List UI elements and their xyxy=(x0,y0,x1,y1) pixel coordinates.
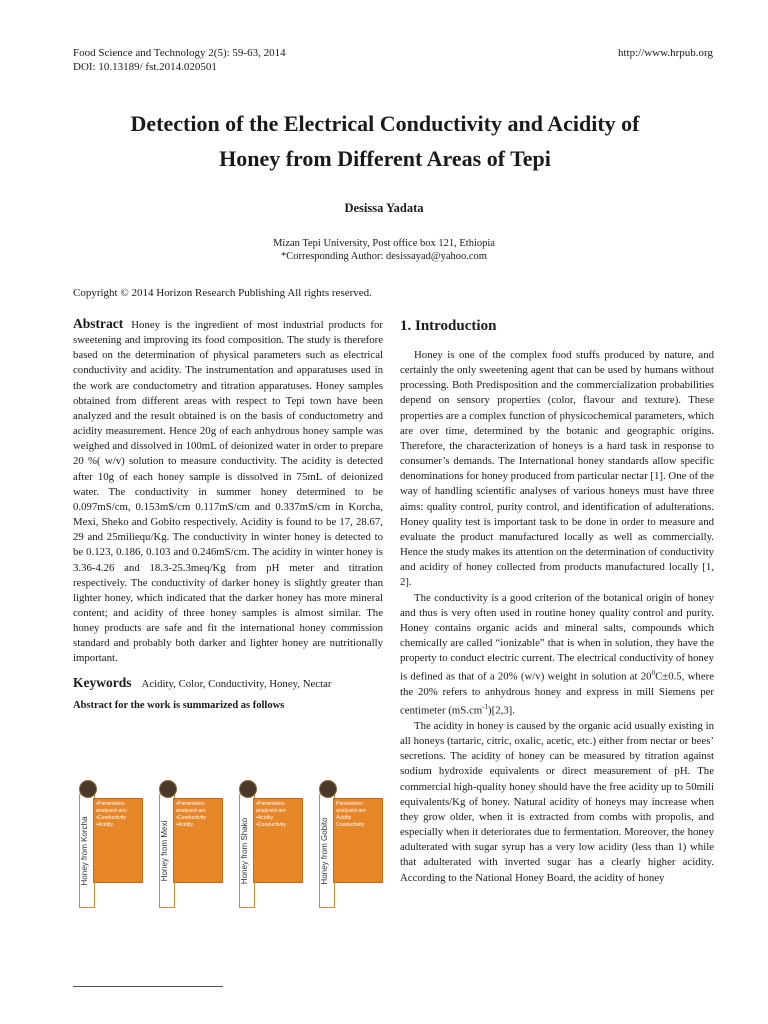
honey-photo-icon xyxy=(319,780,337,798)
copyright: Copyright © 2014 Horizon Research Publishing All rights reserved. xyxy=(73,287,372,299)
keywords-label: Keywords xyxy=(73,674,132,690)
diagram-box: •Parameters analysed are •Acidity •Conductivity xyxy=(253,798,303,883)
intro-paragraph-2: The conductivity is a good criterion of the botanical origin of honey and thus is very often used in routine honey quality control and purity. Honey contains organic acids and mineral salts, compounds which chemically are called “ionizable” that is when in solution, they have the property to conduct electric current. The electrical conductivity of honey is defined as that of a 20% (w/v) weight in solution at $20^0C\pm 0.5$, where the 20% refers to anhydrous honey and express in mill Siemens per centimeter $(mS.cm^{-1})[2,3]$. xyxy=(400,591,714,717)
intro-paragraph-3: The acidity in honey is caused by the organic acid usually existing in all honeys (tartaric, citric, oxalic, acetic, etc.) either from nectar or bees’ secretions. The acidity of honey can be measured by titration against sodium hydroxide equivalents or direct measurement of pH. The commercial high-quality honey should have the free acidity up to 50mili equivalents/Kg of honey. Natural acidity of honeys may increase when they grow older, when it is extracted from combs with propolis, and especially when it deteriorates due to fermentation. Moreover, the honey adulterated with sugar syrup has a very low acidity (less than 1) while that adulterated with inverted sugar has a clearly higher acidity. According to the National Honey Board, the acidity of honey xyxy=(400,719,714,884)
diagram-vertical-label: Honey from Gobito xyxy=(319,794,335,908)
right-column xyxy=(400,316,714,886)
intro-paragraph-1: Honey is one of the complex food stuffs produced by nature, and certainly the only sweetening agent that can be used by humans without processing. Both Predisposition and the commercialization probabilities depend on sensory properties (color, flavour and texture). These properties are a complex function of physicochemical parameters, which are over time, determined by the botanic and geographic origins. Therefore, the characterization of honeys is a hard task in response to consumer’s demands. The International honey standards allow specific denominations for honey produced from particular nectar [1]. One of the way of handling scientific analyses of various honeys must have three aims: quality control, purity control, and identification of adulterations. Honey quality test is important task to be done in order to measure and evaluate the product manufactured locally as well as commercially. Hence the study makes its attention on the determination of conductivity and acidity of honey collected from products manufactured locally [1, 2]. xyxy=(400,349,714,589)
diagram-vertical-label: Honey from Korcha xyxy=(79,794,95,908)
diagram-vertical-label: Honey from Mexi xyxy=(159,794,175,908)
diagram-box: •Parameters analysed are; •Conductivity •Acidity xyxy=(93,798,143,883)
keywords xyxy=(73,675,383,692)
journal-citation: Food Science and Technology 2(5): 59-63, 2014 xyxy=(73,47,286,59)
diagram-group-mexi xyxy=(159,778,231,906)
journal-url[interactable]: http://www.hrpub.org xyxy=(617,47,713,59)
honey-photo-icon xyxy=(239,780,257,798)
diagram-box: Parameters analysed are Acidity Conductivity xyxy=(333,798,383,883)
diagram-box: •Parameters analysed are •Conductivity •Acidity xyxy=(173,798,223,883)
honey-photo-icon xyxy=(79,780,97,798)
author-name: Desissa Yadata xyxy=(344,201,424,215)
left-column xyxy=(73,316,383,713)
running-header xyxy=(73,46,713,74)
corresponding-author: *Corresponding Author: desissayad@yahoo.com xyxy=(281,251,487,262)
paper-title: Detection of the Electrical Conductivity and Acidity of Honey from Different Areas of Tepi xyxy=(130,111,640,171)
diagram-group-shako xyxy=(239,778,311,906)
doi: DOI: 10.13189/ fst.2014.020501 xyxy=(73,61,217,73)
keywords-text: Acidity, Color, Conductivity, Honey, Nectar xyxy=(141,677,332,690)
abstract-text: Honey is the ingredient of most industrial products for sweetening and improving its food composition. The study is therefore based on the determination of physical parameters such as electrical conductivity and acidity. The instrumentation and apparatuses used in the work are conductometry and titration apparatuses. Honey samples obtained from different areas with respect to Tepi town have been analyzed and the result obtained is on the basis of conductometry and acidity measurement. Hence 20g of each anhydrous honey sample was weighed and dissolved in 100mL of deionized water in order to prepare 20 %( w/v) solution to measure conductivity. The acidity is detected after 10g of each honey sample is dissolved in 75mL of deionized water. The conductivity in summer honey determined to be 0.097mS/cm, 0.153mS/cm 0.117mS/cm and 0.337mS/cm in Korcha, Mexi, Sheko and Gobito respectively. Acidity is found to be 17, 28.67, 29 and 25miliequ/Kg. The conductivity in winter honey is detected to be 0.123, 0.186, 0.103 and 0.246mS/cm. The acidity in winter honey is 3.36-4.26 and 18.3-25.3meq/Kg from pH meter and titration respectively. The conductivity of darker honey is slightly greater than lighter honey, which indicated that the darker honey has more mineral content; and acidity of three honey samples is almost similar. The honey products are safe and fit the international honey commission standard and probably both darker and lighter honey are nutritionally important. xyxy=(73,319,383,665)
abstract-label: Abstract xyxy=(73,316,124,331)
footnote-rule xyxy=(73,986,223,987)
affiliation: Mizan Tepi University, Post office box 121, Ethiopia xyxy=(273,238,495,249)
affiliation-block xyxy=(0,237,768,263)
diagram-vertical-label: Honey from Shako xyxy=(239,794,255,908)
abstract-diagram xyxy=(73,778,383,908)
summary-heading: Abstract for the work is summarized as follows xyxy=(73,699,285,711)
abstract xyxy=(73,316,383,667)
honey-photo-icon xyxy=(159,780,177,798)
diagram-group-gobito xyxy=(319,778,391,906)
diagram-group-korcha xyxy=(79,778,151,906)
section-heading-introduction: 1. Introduction xyxy=(400,318,497,334)
